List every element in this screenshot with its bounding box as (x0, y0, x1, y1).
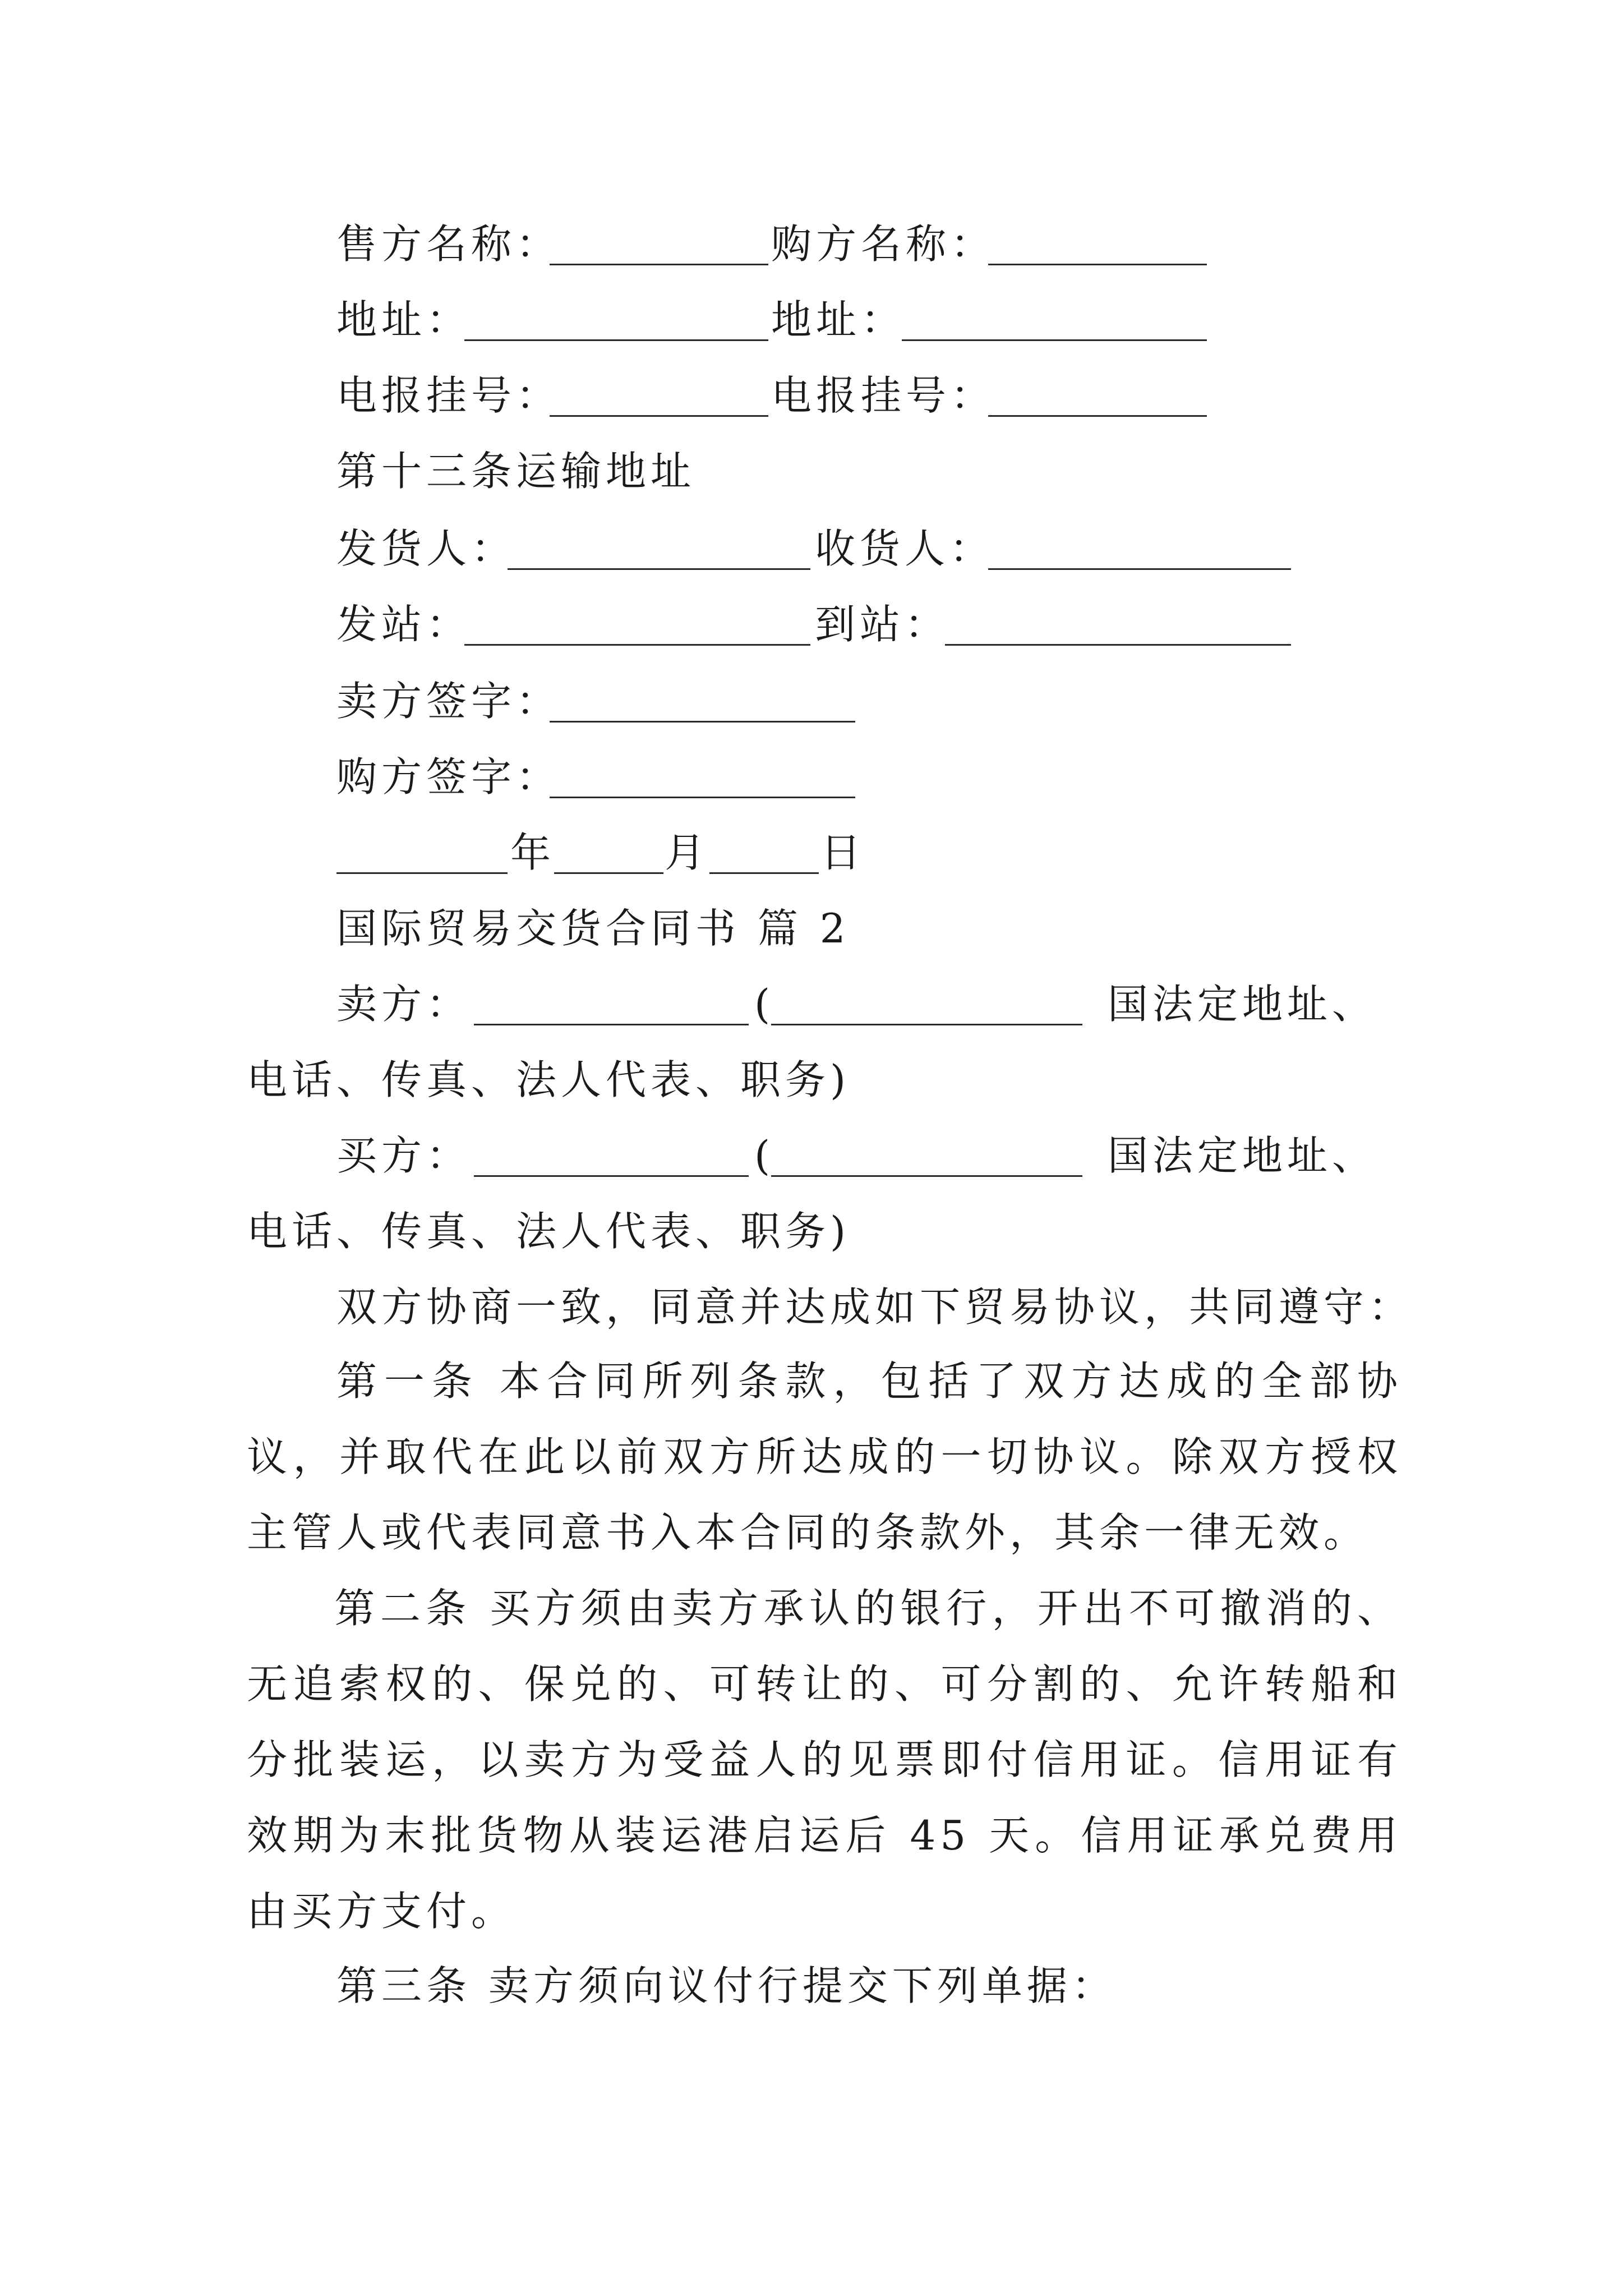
doc2-buyer-info-cont: 电话、传真、法人代表、职务) (247, 1208, 851, 1255)
doc2-buyer-paren: ( (754, 1132, 775, 1179)
article2-text: 第二条 买方须由卖方承认的银行，开出不可撤消的、无追索权的、保兑的、可转让的、可分割的、允许转船和分批装运，以卖方为受益人的见票即付信用证。信用证有效期为末批货物从装运港启运后 45 天。信用证承兑费用由买方支付。 (247, 1585, 1402, 1935)
from-station-field[interactable] (464, 591, 810, 658)
buyer-name-label: 购方名称： (771, 220, 996, 268)
cable-row (0, 362, 1623, 429)
to-station-label: 到站： (815, 601, 950, 648)
date-row (0, 819, 1623, 886)
doc2-seller-row-cont (0, 1046, 1623, 1114)
seller-address-label: 地址： (336, 296, 472, 343)
seller-sign-row (0, 668, 1623, 735)
seller-sign-label: 卖方签字： (336, 678, 561, 725)
doc2-buyer-row-cont (0, 1198, 1623, 1265)
doc2-seller-paren: ( (754, 981, 775, 1028)
day-label: 日 (820, 829, 866, 876)
doc2-buyer-row (0, 1122, 1623, 1189)
shipper-field[interactable] (508, 515, 810, 582)
doc2-buyer-country-field[interactable] (771, 1122, 1082, 1189)
station-row (0, 591, 1623, 658)
doc2-title-row (0, 895, 1623, 962)
seller-address-field[interactable] (464, 286, 768, 353)
doc2-seller-row (0, 970, 1623, 1038)
to-station-field[interactable] (945, 591, 1291, 658)
doc2-seller-country-field[interactable] (771, 970, 1082, 1038)
doc2-seller-label: 卖方： (336, 981, 472, 1028)
consignee-label: 收货人： (815, 525, 995, 572)
seller-cable-field[interactable] (550, 362, 768, 429)
consignee-field[interactable] (988, 515, 1291, 582)
seller-name-label: 售方名称： (336, 220, 561, 268)
seller-name-field[interactable] (550, 210, 768, 278)
buyer-name-field[interactable] (988, 210, 1207, 278)
party-name-row (0, 210, 1623, 278)
shipper-row (0, 515, 1623, 582)
seller-cable-label: 电报挂号： (336, 372, 561, 419)
doc2-intro-row (0, 1273, 1623, 1341)
buyer-sign-row (0, 743, 1623, 811)
article13-heading: 第十三条运输地址 (336, 448, 696, 495)
shipper-label: 发货人： (336, 525, 517, 572)
seller-sign-field[interactable] (550, 668, 855, 735)
buyer-sign-label: 购方签字： (336, 753, 561, 800)
doc2-buyer-name-field[interactable] (474, 1122, 749, 1189)
month-field[interactable] (554, 819, 663, 886)
buyer-sign-field[interactable] (550, 743, 855, 811)
buyer-address-label: 地址： (771, 296, 906, 343)
from-station-label: 发站： (336, 601, 472, 648)
year-label: 年 (510, 829, 556, 876)
article3-text: 第三条 卖方须向议付行提交下列单据： (336, 1962, 1117, 2009)
buyer-cable-field[interactable] (988, 362, 1207, 429)
article1-text: 第一条 本合同所列条款，包括了双方达成的全部协议，并取代在此以前双方所达成的一切协议。除双方授权主管人或代表同意书入本合同的条款外，其余一律无效。 (247, 1358, 1402, 1556)
article3-row (0, 1952, 1623, 2019)
address-row (0, 286, 1623, 353)
doc2-seller-info-cont: 电话、传真、法人代表、职务) (247, 1056, 851, 1103)
year-field[interactable] (336, 819, 508, 886)
buyer-address-field[interactable] (902, 286, 1207, 353)
article1-paragraph (247, 1343, 1402, 1571)
doc2-buyer-label: 买方： (336, 1132, 472, 1179)
month-label: 月 (665, 829, 710, 876)
day-field[interactable] (709, 819, 819, 886)
article13-heading-row (0, 438, 1623, 505)
article2-paragraph (247, 1571, 1402, 1949)
doc2-title: 国际贸易交货合同书 篇 2 (336, 905, 850, 952)
doc2-seller-name-field[interactable] (474, 970, 749, 1038)
doc2-buyer-country-info: 国法定地址、 (1108, 1132, 1377, 1179)
buyer-cable-label: 电报挂号： (771, 372, 996, 419)
doc2-intro: 双方协商一致，同意并达成如下贸易协议，共同遵守： (336, 1283, 1414, 1331)
doc2-seller-country-info: 国法定地址、 (1108, 981, 1377, 1028)
